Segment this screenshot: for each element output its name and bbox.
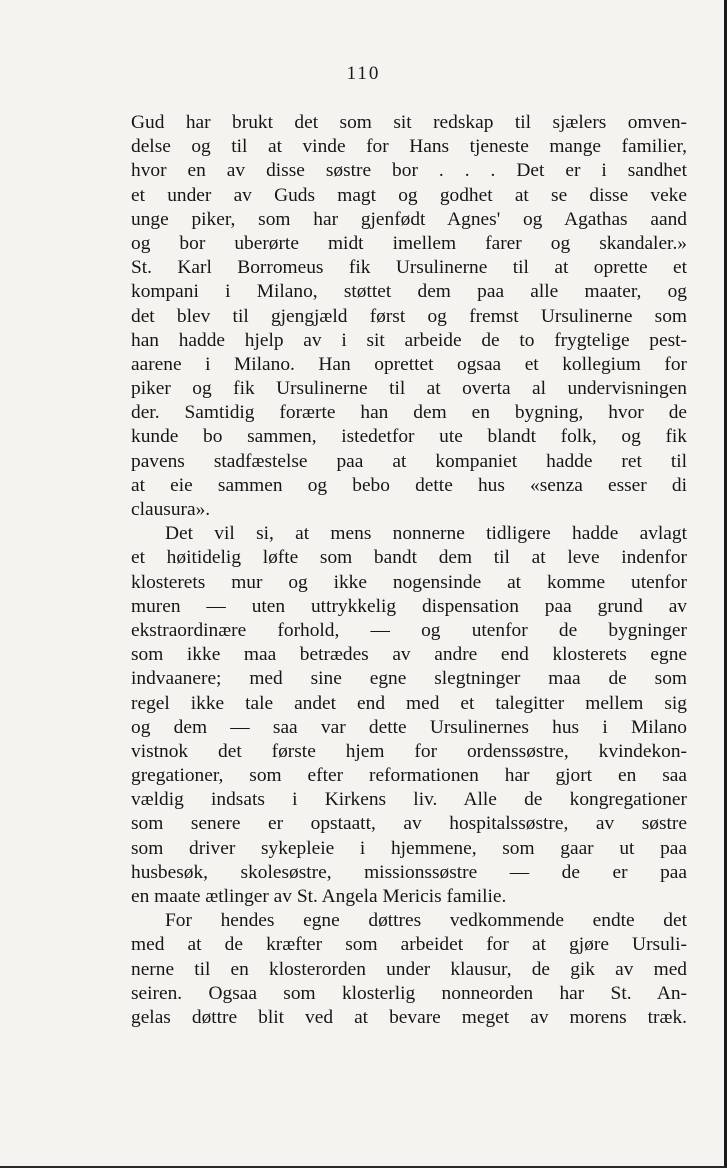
text-line: en maate ætlinger av St. Angela Mericis familie. <box>131 886 507 907</box>
text-line: som driver sykepleie i hjemmene, som gaar ut paa <box>131 837 687 859</box>
text-line: gelas døttre blit ved at bevare meget av morens træk. <box>131 1006 687 1028</box>
text-line: delse og til at vinde for Hans tjeneste mange familier, <box>131 136 687 158</box>
text-line: klosterets mur og ikke nogensinde at komme utenfor <box>131 571 687 593</box>
text-line: nerne til en klosterorden under klausur, de gik av med <box>131 958 687 980</box>
text-line: Gud har brukt det som sit redskap til sjælers omven- <box>131 112 687 133</box>
text-line: et høitidelig løfte som bandt dem til at leve indenfor <box>131 547 687 569</box>
text-line: aarene i Milano. Han oprettet ogsaa et kollegium for <box>131 353 687 375</box>
text-line: piker og fik Ursulinerne til at overta al undervisningen <box>131 378 687 400</box>
text-line: unge piker, som har gjenfødt Agnes' og Agathas aand <box>131 208 687 230</box>
text-line: der. Samtidig forærte han dem en bygning, hvor de <box>131 402 687 424</box>
text-line: muren — uten uttrykkelig dispensation paa grund av <box>131 595 687 617</box>
text-line: han hadde hjelp av i sit arbeide de to frygtelige pest- <box>131 329 687 351</box>
text-line: seiren. Ogsaa som klosterlig nonneorden har St. An- <box>131 982 687 1004</box>
text-line: husbesøk, skolesøstre, missionssøstre — de er paa <box>131 861 687 883</box>
text-line: og bor uberørte midt imellem farer og skandaler.» <box>131 232 687 254</box>
text-line: kunde bo sammen, istedetfor ute blandt folk, og fik <box>131 426 687 448</box>
text-line: ekstraordinære forhold, — og utenfor de bygninger <box>131 619 687 641</box>
text-line: med at de kræfter som arbeidet for at gjøre Ursuli- <box>131 934 687 956</box>
text-line: hvor en av disse søstre bor . . . Det er i sandhet <box>131 160 687 182</box>
text-line: gregationer, som efter reformationen har gjort en saa <box>131 765 687 787</box>
page-number: 110 <box>346 63 381 84</box>
text-line: kompani i Milano, støttet dem paa alle maater, og <box>131 281 687 303</box>
text-line: Det vil si, at mens nonnerne tidligere hadde avlagt <box>165 523 687 545</box>
text-line: For hendes egne døttres vedkommende endte det <box>165 910 687 932</box>
text-line: regel ikke tale andet end med et talegitter mellem sig <box>131 692 687 714</box>
text-line: St. Karl Borromeus fik Ursulinerne til at oprette et <box>131 257 687 279</box>
text-line: som ikke maa betrædes av andre end klosterets egne <box>131 644 687 666</box>
text-line: pavens stadfæstelse paa at kompaniet hadde ret til <box>131 450 687 472</box>
text-line: et under av Guds magt og godhet at se disse veke <box>131 184 687 206</box>
text-line: vistnok det første hjem for ordenssøstre, kvindekon- <box>131 740 687 762</box>
text-line: clausura». <box>131 499 211 520</box>
text-line: og dem — saa var dette Ursulinernes hus i Milano <box>131 716 687 738</box>
body-text <box>131 111 687 1030</box>
text-line: som senere er opstaatt, av hospitalssøstre, av søstre <box>131 813 687 835</box>
text-line: vældig indsats i Kirkens liv. Alle de kongregationer <box>131 789 687 811</box>
text-line: det blev til gjengjæld først og fremst Ursulinerne som <box>131 305 687 327</box>
text-line: at eie sammen og bebo dette hus «senza esser di <box>131 474 687 496</box>
text-line: indvaanere; med sine egne slegtninger maa de som <box>131 668 687 690</box>
